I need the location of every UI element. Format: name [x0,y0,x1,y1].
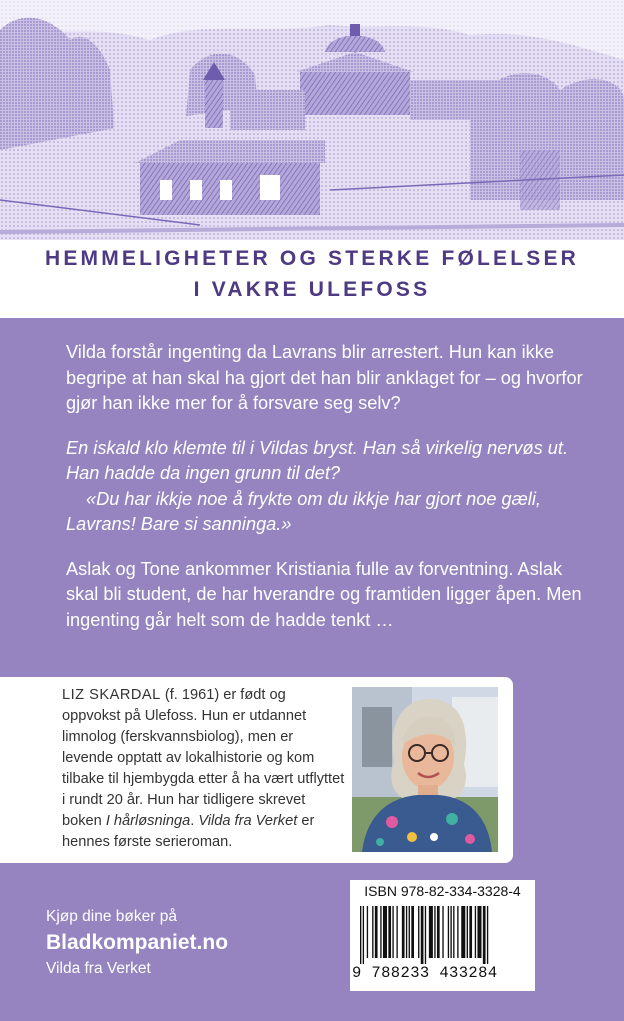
tagline [0,243,624,305]
author-box [0,677,513,863]
barcode-bar [425,906,426,964]
barcode-bar [453,906,454,958]
author-bio-part-3: er hennes første serieroman. [62,813,315,850]
blurb-quote-line-2: «Du har ikkje noe å frykte om du ikkje har gjort noe gæli, Lavrans! Bare si sanninga.» [66,488,541,534]
barcode-bar [437,906,440,958]
barcode-bar [421,906,424,964]
ulefoss-engraving-illustration [0,0,624,240]
author-name: LIZ SKARDAL [62,687,161,703]
isbn-number: ISBN 978-82-334-3328-4 [364,883,521,899]
barcode-bar [406,906,407,958]
barcode-bar [418,906,419,958]
barcode-bar [375,906,378,958]
series-name: Vilda fra Verket [46,960,151,977]
barcode-bar [363,906,364,964]
blurb-quote [66,436,586,538]
barcode-bar [448,906,449,958]
barcode-bar [442,906,443,958]
footer [46,906,228,980]
barcode-bar [434,906,435,958]
barcode-digits: 9 788233 433284 [352,964,498,982]
cover-illustration-area [0,0,624,318]
author-photo [352,687,498,852]
blurb-paragraph-1: Vilda forstår ingenting da Lavrans blir arrestert. Hun kan ikke begripe at han skal ha gjort det han blir anklaget for – og hvorfor gjør han ikke mer for å forsvare seg selv? [66,342,583,413]
isbn-barcode [350,880,535,991]
barcode-bar [383,906,387,958]
barcode-bar [360,906,361,964]
barcode-bar [396,906,397,958]
barcode-bar [372,906,373,958]
barcode-bars [360,906,528,964]
book-title-2: Vilda fra Verket [198,813,298,829]
barcode-bar [477,906,481,958]
tagline-line-2: I VAKRE ULEFOSS [193,278,431,301]
author-bio [62,685,347,853]
author-bio-part-2: . [190,813,199,829]
blurb-quote-line-1: En iskald klo klemte til i Vildas bryst. Han så virkelig nervøs ut. Han hadde da ingen grunn til det? [66,437,569,483]
barcode-bar [461,906,465,958]
book-title-1: I hårløsninga [105,813,191,829]
barcode-bar [429,906,433,958]
barcode-bar [450,906,451,958]
barcode-bar [409,906,410,958]
footer-buy-text: Kjøp dine bøker på [46,908,177,925]
blurb [66,340,586,652]
barcode-bar [380,906,381,958]
barcode-bar [388,906,391,958]
publisher-website[interactable]: Bladkompaniet.no [46,931,229,954]
barcode-bar [367,906,368,958]
barcode-bar [402,906,405,958]
barcode-bar [483,906,486,964]
tagline-line-1: HEMMELIGHETER OG STERKE FØLELSER [44,247,580,270]
barcode-bar [475,906,476,958]
barcode-bar [392,906,393,958]
author-bio-part-1: (f. 1961) er født og oppvokst på Ulefoss. Hun er utdannet limnolog (ferskvannsbiolog), men er levende opptatt av lokalhistorie og kom tilbake til hjembygda etter å ha vært utflyttet i rundt 20 år. Hun har tidligere skrevet boken [62,687,345,829]
barcode-bar [411,906,414,958]
barcode-bar [467,906,468,958]
barcode-bar [457,906,458,958]
barcode-bar [487,906,488,964]
blurb-paragraph-3: Aslak og Tone ankommer Kristiania fulle av forventning. Aslak skal bli student, de har hverandre og framtiden ligger åpen. Men ingenting går helt som de hadde tenkt … [66,558,582,630]
barcode-bar [469,906,472,958]
